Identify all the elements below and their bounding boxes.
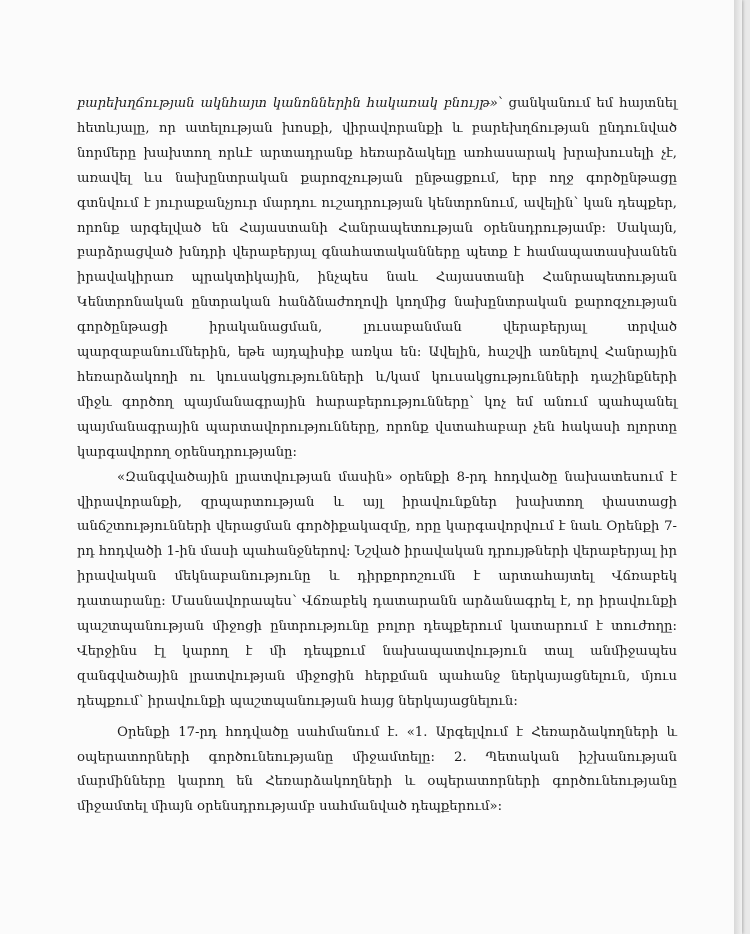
paragraph-1-text: ՝ ցանկանում եմ հայտնել հետևյալը, որ ատելության խոսքի, վիրավորանքի և բարեխղճության ընդունված նորմերը խախտող որևէ արտադրանք հեռարձակելը առհասարակ խրախուսելի չէ, առավել ևս նախընտրական քարոզչության ընթացքում, երբ ողջ գործընթացը գտնվում է յուրաքանչյուր մարդու ուշադրության կենտրոնում, ավելին՝ կան դեպքեր, որոնք արգելված են Հայաստանի Հանրապետության օրենսդրությամբ։ Սակայն, բարձրացված խնդրի վերաբերյալ գնահատականները պետք է համապատասխանեն իրավակիրառ պրակտիկային, ինչպես նաև Հայաստանի Հանրապետության Կենտրոնական ընտրական հանձնաժողովի կողմից նախընտրական քարոզչության գործընթացի իրականացման, լուսաբանման վերաբերյալ տրված պարզաբանումներին, եթե այդպիսիք առկա են։ Ավելին, հաշվի առնելով Հանրային հեռարձակողի ու կուսակցությունների և/կամ կուսակցությունների դաշինքների միջև գործող պայմանագրային հարաբերությունները՝ կոչ եմ անում պահպանել պայմանագրային պարտավորությունները, որոնք վստահաբար չեն հակասի ոլորտը կարգավորող օրենսդրությանը։ [77,96,677,460]
italic-quote: բարեխղճության ակնհայտ կանոններին հակառակ բնույթ» [77,96,498,111]
document-body [77,92,677,820]
page-edge-shadow [734,0,742,934]
paragraph-2: «Զանգվածային լրատվության մասին» օրենքի 8-րդ հոդվածը նախատեսում է վիրավորանքի, զրպարտության և այլ իրավունքներ խախտող փաստացի անճշտությունների վերացման գործիքակազմը, որը կարգավորվում է նաև Օրենքի 7-րդ հոդվածի 1-ին մասի պահանջներով։ Նշված իրավական դրույթների վերաբերյալ իր իրավական մեկնաբանությունը և դիրքորոշումն է արտահայտել Վճռաբեկ դատարանը։ Մասնավորապես՝ Վճռաբեկ դատարանն արձանագրել է, որ իրավունքի պաշտպանության միջոցի ընտրությունը բոլոր դեպքերում կատարում է տուժողը։ Վերջինս էլ կարող է մի դեպքում նախապատվություն տալ անմիջապես զանգվածային լրատվության միջոցին հերքման պահանջ ներկայացնելուն, մյուս դեպքում՝ իրավունքի պաշտպանության հայց ներկայացնելուն։ [77,469,677,709]
paragraph-1 [77,92,677,466]
paragraph-3: Օրենքի 17-րդ հոդվածը սահմանում է. «1. Արգելվում է Հեռարձակողների և օպերատորների գործունեությանը միջամտելը։ 2. Պետական իշխանության մարմինները կարող են Հեռարձակողների և օպերատորների գործունեությանը միջամտել միայն օրենսդրությամբ սահմանված դեպքերում»։ [77,724,677,815]
